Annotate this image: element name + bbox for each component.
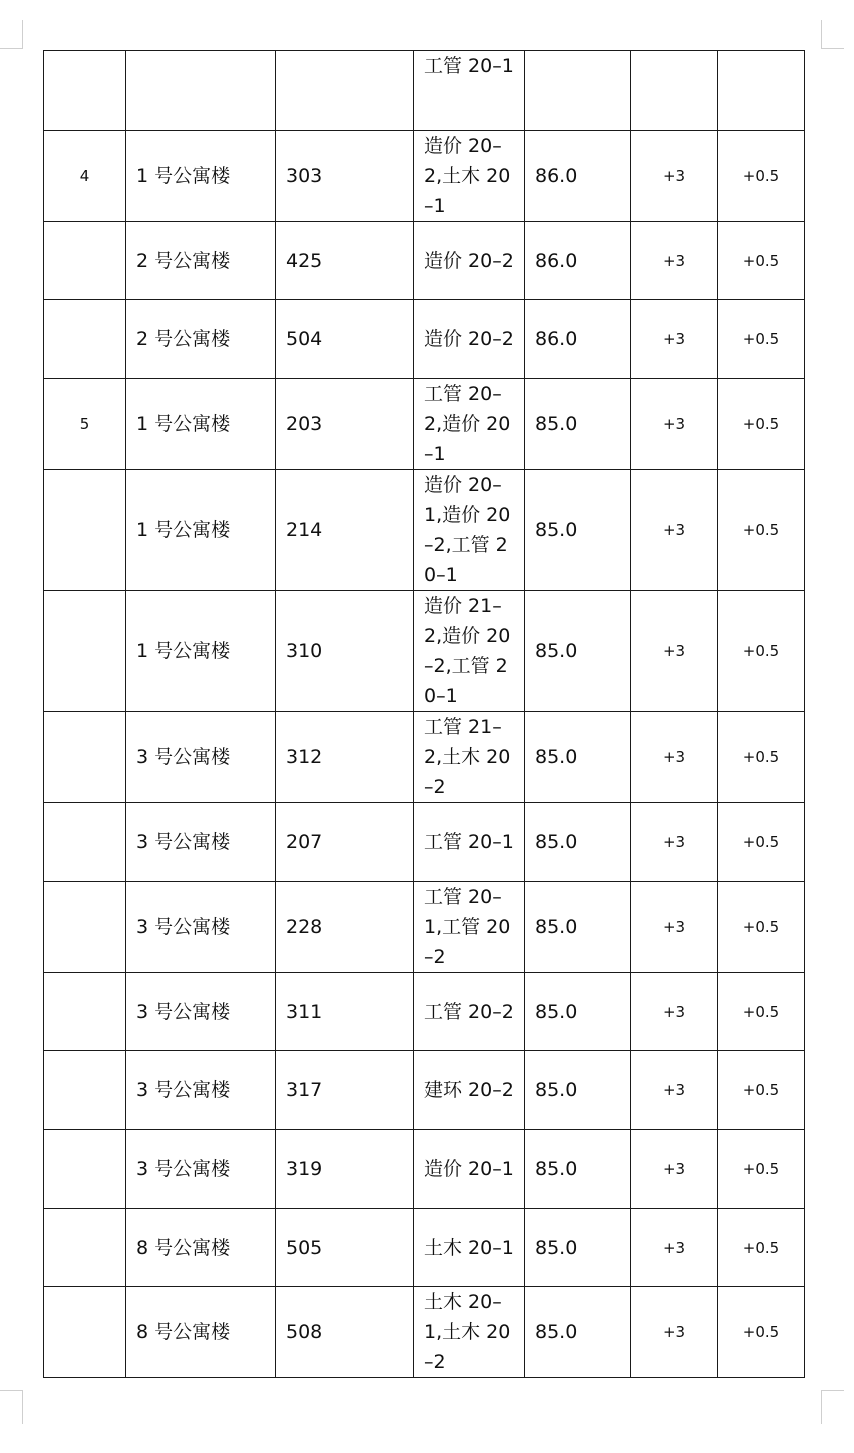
rank-cell xyxy=(44,1209,126,1287)
score-cell: 85.0 xyxy=(525,591,631,712)
rank-cell xyxy=(44,222,126,300)
table-row xyxy=(44,803,805,882)
classes-cell: 造价 20–1,造价 20–2,工管 20–1 xyxy=(414,470,525,591)
bonus-cell xyxy=(718,51,805,131)
room-cell: 319 xyxy=(276,1130,414,1209)
bonus-cell: +0.5 xyxy=(718,712,805,803)
bonus-cell: +3 xyxy=(631,1130,718,1209)
score-cell: 86.0 xyxy=(525,300,631,379)
bonus-cell xyxy=(631,51,718,131)
bonus-cell: +0.5 xyxy=(718,300,805,379)
rank-cell: 5 xyxy=(44,379,126,470)
rank-cell xyxy=(44,591,126,712)
classes-cell: 工管 20–2 xyxy=(414,973,525,1051)
bonus-cell: +3 xyxy=(631,300,718,379)
bonus-cell: +3 xyxy=(631,712,718,803)
dormitory-score-table xyxy=(43,50,805,1378)
table-row xyxy=(44,1287,805,1378)
score-cell: 86.0 xyxy=(525,131,631,222)
building-cell: 3 号公寓楼 xyxy=(126,1130,276,1209)
building-cell: 8 号公寓楼 xyxy=(126,1287,276,1378)
bonus-cell: +0.5 xyxy=(718,470,805,591)
score-cell: 85.0 xyxy=(525,379,631,470)
building-cell: 3 号公寓楼 xyxy=(126,973,276,1051)
rank-cell xyxy=(44,973,126,1051)
score-cell: 85.0 xyxy=(525,1209,631,1287)
bonus-cell: +0.5 xyxy=(718,131,805,222)
table-row xyxy=(44,973,805,1051)
table-row xyxy=(44,300,805,379)
bonus-cell: +0.5 xyxy=(718,803,805,882)
table-row xyxy=(44,379,805,470)
room-cell: 311 xyxy=(276,973,414,1051)
table-row xyxy=(44,1130,805,1209)
building-cell: 3 号公寓楼 xyxy=(126,882,276,973)
rank-cell xyxy=(44,51,126,131)
score-cell: 85.0 xyxy=(525,973,631,1051)
bonus-cell: +3 xyxy=(631,1209,718,1287)
classes-cell: 造价 20–2 xyxy=(414,222,525,300)
table-row xyxy=(44,1209,805,1287)
bonus-cell: +3 xyxy=(631,1051,718,1130)
classes-cell: 工管 20–1 xyxy=(414,803,525,882)
room-cell: 505 xyxy=(276,1209,414,1287)
score-cell: 85.0 xyxy=(525,1051,631,1130)
classes-cell: 土木 20–1,土木 20–2 xyxy=(414,1287,525,1378)
bonus-cell: +0.5 xyxy=(718,379,805,470)
bonus-cell: +3 xyxy=(631,470,718,591)
crop-mark-bottom-right xyxy=(821,1390,844,1424)
bonus-cell: +0.5 xyxy=(718,222,805,300)
building-cell: 1 号公寓楼 xyxy=(126,379,276,470)
bonus-cell: +0.5 xyxy=(718,1130,805,1209)
bonus-cell: +3 xyxy=(631,222,718,300)
bonus-cell: +3 xyxy=(631,379,718,470)
room-cell: 312 xyxy=(276,712,414,803)
room-cell: 228 xyxy=(276,882,414,973)
rank-cell xyxy=(44,882,126,973)
bonus-cell: +0.5 xyxy=(718,591,805,712)
rank-cell xyxy=(44,1130,126,1209)
rank-cell xyxy=(44,1287,126,1378)
score-cell: 85.0 xyxy=(525,712,631,803)
room-cell: 207 xyxy=(276,803,414,882)
table-row xyxy=(44,131,805,222)
bonus-cell: +3 xyxy=(631,591,718,712)
building-cell: 3 号公寓楼 xyxy=(126,1051,276,1130)
rank-cell xyxy=(44,470,126,591)
classes-cell: 工管 20–2,造价 20–1 xyxy=(414,379,525,470)
building-cell: 8 号公寓楼 xyxy=(126,1209,276,1287)
building-cell: 1 号公寓楼 xyxy=(126,131,276,222)
table-row xyxy=(44,882,805,973)
building-cell: 3 号公寓楼 xyxy=(126,803,276,882)
table-row xyxy=(44,222,805,300)
crop-mark-top-left xyxy=(0,20,23,49)
room-cell: 203 xyxy=(276,379,414,470)
score-cell: 85.0 xyxy=(525,470,631,591)
score-cell: 85.0 xyxy=(525,1130,631,1209)
classes-cell: 造价 20–2 xyxy=(414,300,525,379)
bonus-cell: +0.5 xyxy=(718,882,805,973)
table-row xyxy=(44,51,805,131)
room-cell: 508 xyxy=(276,1287,414,1378)
score-cell: 85.0 xyxy=(525,1287,631,1378)
classes-cell: 工管 21–2,土木 20–2 xyxy=(414,712,525,803)
crop-mark-bottom-left xyxy=(0,1390,23,1424)
classes-cell: 工管 20–1 xyxy=(414,51,525,131)
score-cell: 85.0 xyxy=(525,803,631,882)
building-cell xyxy=(126,51,276,131)
crop-mark-top-right xyxy=(821,20,844,49)
classes-cell: 建环 20–2 xyxy=(414,1051,525,1130)
classes-cell: 工管 20–1,工管 20–2 xyxy=(414,882,525,973)
room-cell: 504 xyxy=(276,300,414,379)
classes-cell: 造价 21–2,造价 20–2,工管 20–1 xyxy=(414,591,525,712)
rank-cell xyxy=(44,1051,126,1130)
bonus-cell: +3 xyxy=(631,973,718,1051)
classes-cell: 土木 20–1 xyxy=(414,1209,525,1287)
rank-cell xyxy=(44,712,126,803)
bonus-cell: +3 xyxy=(631,1287,718,1378)
table-row xyxy=(44,591,805,712)
classes-cell: 造价 20–2,土木 20–1 xyxy=(414,131,525,222)
score-cell: 86.0 xyxy=(525,222,631,300)
rank-cell: 4 xyxy=(44,131,126,222)
rank-cell xyxy=(44,300,126,379)
room-cell xyxy=(276,51,414,131)
bonus-cell: +0.5 xyxy=(718,1209,805,1287)
building-cell: 2 号公寓楼 xyxy=(126,222,276,300)
score-cell xyxy=(525,51,631,131)
room-cell: 214 xyxy=(276,470,414,591)
table-row xyxy=(44,1051,805,1130)
table-row xyxy=(44,712,805,803)
bonus-cell: +0.5 xyxy=(718,1051,805,1130)
rank-cell xyxy=(44,803,126,882)
bonus-cell: +3 xyxy=(631,882,718,973)
room-cell: 317 xyxy=(276,1051,414,1130)
classes-cell: 造价 20–1 xyxy=(414,1130,525,1209)
building-cell: 3 号公寓楼 xyxy=(126,712,276,803)
bonus-cell: +3 xyxy=(631,131,718,222)
room-cell: 425 xyxy=(276,222,414,300)
bonus-cell: +0.5 xyxy=(718,1287,805,1378)
bonus-cell: +0.5 xyxy=(718,973,805,1051)
table-row xyxy=(44,470,805,591)
room-cell: 303 xyxy=(276,131,414,222)
room-cell: 310 xyxy=(276,591,414,712)
bonus-cell: +3 xyxy=(631,803,718,882)
building-cell: 1 号公寓楼 xyxy=(126,591,276,712)
score-cell: 85.0 xyxy=(525,882,631,973)
building-cell: 2 号公寓楼 xyxy=(126,300,276,379)
building-cell: 1 号公寓楼 xyxy=(126,470,276,591)
